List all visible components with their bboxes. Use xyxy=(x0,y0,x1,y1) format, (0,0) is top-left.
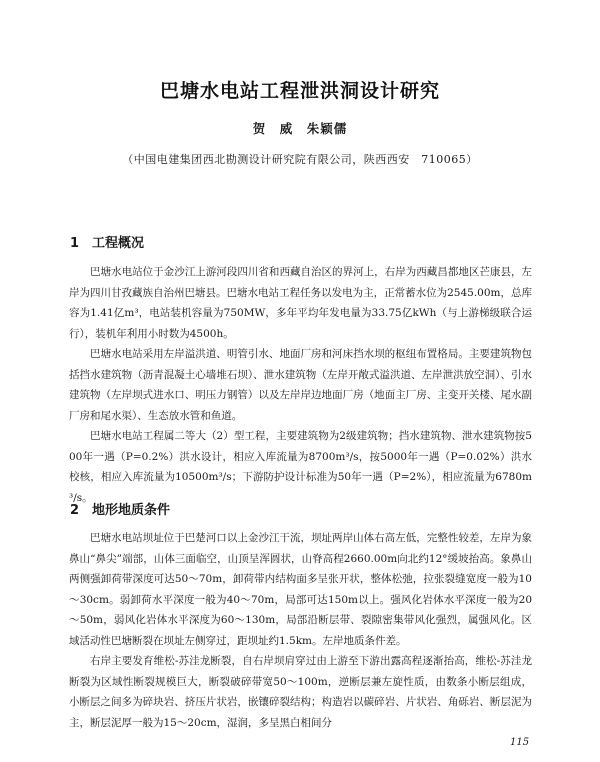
paragraph: 巴塘水电站采用左岸溢洪道、明管引水、地面厂房和河床挡水坝的枢纽布置格局。主要建筑物包括挡水建筑物（沥青混凝土心墙堆石坝）、泄水建筑物（左岸开敞式溢洪道、左岸泄洪放空洞）、引水建筑物（左岸坝式进水口、明压力钢管）以及左岸岸边地面厂房（地面主厂房、主变开关楼、尾水副厂房和尾水渠）、生态放水管和鱼道。 xyxy=(69,348,532,422)
author-affiliation: （中国电建集团西北勘测设计研究院有限公司，陕西西安 710065） xyxy=(122,153,478,166)
author-list: 贺 威 朱颖儒 xyxy=(252,121,348,136)
section-number: 2 xyxy=(70,503,80,518)
paragraph: 巴塘水电站坝址位于巴楚河口以上金沙江干流，坝址两岸山体右高左低，完整性较差，左岸为象鼻山“鼻尖”端部，山体三面临空，山顶呈浑圆状，山脊高程2660.00m向北约12°缓坡抬高。象鼻山两侧强卸荷带深度可达50～70m，卸荷带内结构面多呈张开状，整体松弛，拉张裂缝宽度一般为10～30cm。弱卸荷水平深度一般为40～70m，局部可达150m以上。强风化岩体水平深度一般为20～50m，弱风化岩体水平深度为60～130m，局部沿断层带、裂隙密集带风化强烈，属强风化。区域活动性巴塘断裂在坝址左侧穿过，距坝址约1.5km。左岸地质条件差。 xyxy=(69,532,532,647)
section-heading-geology xyxy=(70,499,170,518)
page-number: 115 xyxy=(510,737,530,748)
paragraph: 巴塘水电站位于金沙江上游河段四川省和西藏自治区的界河上，右岸为西藏昌都地区芒康县，左岸为四川甘孜藏族自治州巴塘县。巴塘水电站工程任务以发电为主，正常蓄水位为2545.00m，总库容为1.41亿m³，电站装机容量为750MW，多年平均年发电量为33.75亿kWh（与上游梯级联合运行），装机年利用小时数为4500h。 xyxy=(69,266,532,340)
paper-title: 巴塘水电站工程泄洪洞设计研究 xyxy=(159,80,440,102)
section-number: 1 xyxy=(70,236,80,251)
section-title: 地形地质条件 xyxy=(92,503,171,518)
section-heading-overview xyxy=(70,232,144,251)
section-title: 工程概况 xyxy=(92,236,145,251)
paragraph: 巴塘水电站工程属二等大（2）型工程，主要建筑物为2级建筑物；挡水建筑物、泄水建筑物按500年一遇（P=0.2%）洪水设计，相应入库流量为8700m³/s，按5000年一遇（P=0.02%）洪水校核，相应入库流量为10500m³/s；下游防护设计标准为50年一遇（P=2%），相应流量为6780m³/s。 xyxy=(69,430,532,504)
paragraph: 右岸主要发育维松-苏洼龙断裂，自右岸坝肩穿过由上游至下游出露高程逐渐抬高，维松-苏洼龙断裂为区域性断裂规模巨大，断裂破碎带宽50～100m，逆断层兼左旋性质，由数条小断层组成，小断层之间多为碎块岩、挤压片状岩，嵌镶碎裂结构；构造岩以碳碎岩、片状岩、角砾岩、断层泥为主，断层泥厚一般为15～20cm，湿润，多呈黑白相间分 xyxy=(69,655,532,729)
